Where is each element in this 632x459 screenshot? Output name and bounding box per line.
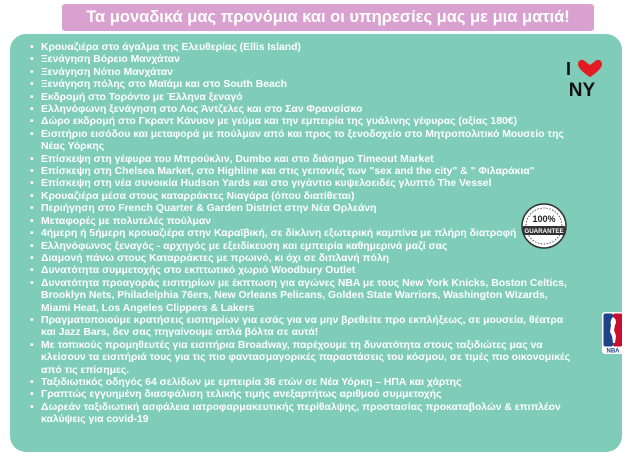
guarantee-label: GUARANTEE xyxy=(524,228,564,235)
benefit-item: • Μεταφορές με πολυτελές πούλμαν xyxy=(30,216,575,228)
benefit-item: • Πραγματοποιούμε κρατήσεις εισιτηρίων για εσάς για να μην βρεθείτε προ εκπλήξεως, σε μουσεία, θέατρα και Jazz Bars, δεν σας πηγαίνουμε απλά βόλτα σε αυτά! xyxy=(30,315,575,340)
nba-logo-text: NBA xyxy=(606,348,620,354)
benefit-item: • Επίσκεψη στη νέα συνοικία Hudson Yards και στο γιγάντιο κυψελοειδές γλυπτό The Vessel xyxy=(30,178,575,190)
benefits-panel xyxy=(10,34,622,452)
benefit-item: • Δώρο εκδρομή στο Γκραντ Κάνυον με γεύμα και την εμπειρία της γυάλινης γέφυρας (αξίας 180€) xyxy=(30,116,575,128)
benefit-item: • Ξενάγηση Νότιο Μανχάταν xyxy=(30,67,575,79)
benefit-item: • Επίσκεψη στη Chelsea Market, στο Highline και στις γειτονιές των "sex and the city" & " Φιλαράκια" xyxy=(30,166,575,178)
page-title: Τα μοναδικά μας προνόμια και οι υπηρεσίες μας με μια ματιά! xyxy=(86,8,570,26)
benefit-item: • Ταξιδιωτικός οδηγός 64 σελίδων με εμπειρία 36 ετών σε Νέα Υόρκη – ΗΠΑ και χάρτης xyxy=(30,377,575,389)
guarantee-badge xyxy=(520,202,568,250)
benefits-list xyxy=(30,42,575,427)
benefit-item: • Κρουαζιέρα μέσα στους καταρράκτες Νιαγάρα (όπου διατίθεται) xyxy=(30,191,575,203)
benefit-item: • Εισιτήριο εισόδου και μεταφορά με πούλμαν από και προς το ξενοδοχείο στο Μητροπολιτικό Μουσείο της Νέας Υόρκης xyxy=(30,129,575,154)
i-love-ny-logo xyxy=(560,58,604,98)
benefit-item: • Δυνατότητα συμμετοχής στο εκπτωτικό χωριό Woodbury Outlet xyxy=(30,265,575,277)
heart-icon xyxy=(578,60,602,77)
benefit-item: • Γραπτώς εγγυημένη διασφάλιση τελικής τιμής ανεξαρτήτως αριθμού συμμετοχής xyxy=(30,389,575,401)
benefit-item: • Εκδρομή στο Τορόντο με Έλληνα ξεναγό xyxy=(30,92,575,104)
benefit-item: • Επίσκεψη στη γέφυρα του Μπρούκλιν, Dumbo και στο διάσημο Timeout Market xyxy=(30,154,575,166)
page-title-banner xyxy=(62,4,594,31)
benefit-item: • Διαμονή πάνω στους Καταρράκτες με πρωινό, κι όχι σε διπλανή πόλη xyxy=(30,253,575,265)
nyc-logo-i: I xyxy=(566,59,572,79)
benefit-item: • Ξενάγηση Βόρειο Μανχάταν xyxy=(30,54,575,66)
nba-logo xyxy=(602,312,622,354)
benefit-item: • Δυνατότητα προαγοράς εισιτηρίων με έκπτωση για αγώνες NBA με τους New York Knicks, Boston Celtics, Brooklyn Nets, Philadelphia 76ers, New Orleans Pelicans, Golden State Warriors, Washington Wizards, Miami Heat, Los Angeles Clippers & Lakers xyxy=(30,278,575,315)
nyc-logo-ny: NY xyxy=(568,80,596,98)
benefit-item: • Ξενάγηση πόλης στο Μαϊάμι και στο South Beach xyxy=(30,79,575,91)
benefit-item: • Κρουαζιέρα στο άγαλμα της Ελευθερίας (Ellis Island) xyxy=(30,42,575,54)
benefit-item: • Δωρεάν ταξιδιωτική ασφάλεια ιατροφαρμακευτικής περίθαλψης, προστασίας προκαταβολών & επιπλέον καλύψεις για covid-19 xyxy=(30,402,575,427)
benefit-item: • Περιήγηση στο French Quarter & Garden District στην Νέα Ορλεάνη xyxy=(30,203,575,215)
benefit-item: • Ελληνόφωνη ξενάγηση στο Λος Άντζελες και στο Σαν Φρανσίσκο xyxy=(30,104,575,116)
benefit-item: • Με τοπικούς προμηθευτές για εισιτήρια Broadway, παρέχουμε τη δυνατότητα στους ταξιδιώτες μας να κλείσουν τα εισιτήριά τους για τις πιο φαντασμαγορικές παραστάσεις του κόσμου, σε τιμές πιο οικονομικές από τις επίσημες. xyxy=(30,340,575,377)
benefit-item: • 4ήμερη ή 5ήμερη κρουαζιέρα στην Καραϊβική, σε δίκλινη εξωτερική καμπίνα με πλήρη διατροφή xyxy=(30,228,575,240)
guarantee-percent: 100% xyxy=(532,214,556,224)
benefit-item: • Ελληνόφωνος ξεναγός - αρχηγός με εξειδίκευση και εμπειρία καθημερινά μαζί σας xyxy=(30,241,575,253)
